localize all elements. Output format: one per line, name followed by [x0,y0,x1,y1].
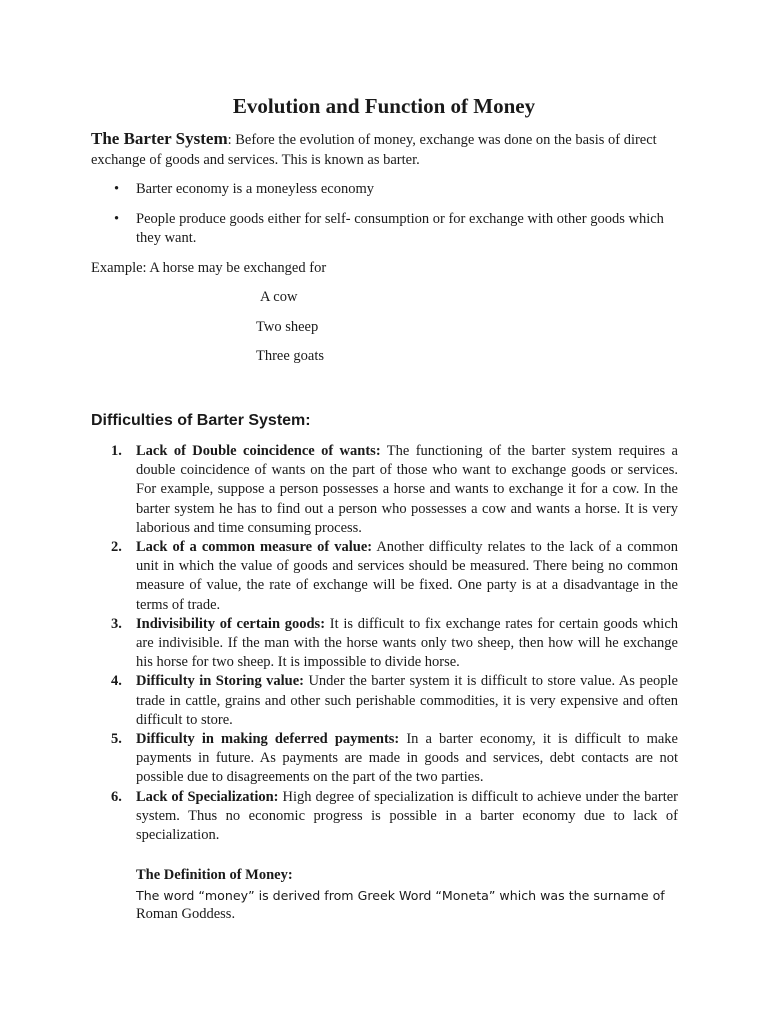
example-item: A cow [260,289,298,305]
definition-section [136,866,676,925]
difficulty-term: Lack of a common measure of value: [136,539,373,556]
barter-system-heading: The Barter System [91,129,228,148]
difficulty-text: Under the barter system it is difficult to store value. As people trade in cattle, grains and other such perishable commodities, it is very expensive and often difficult to store. [136,673,678,728]
definition-text-line-1: The word “money” is derived from Greek Word “Moneta” which was the surname of [136,887,665,903]
difficulty-item [91,538,678,615]
item-number: 1. [111,443,122,459]
item-number: 2. [111,539,122,556]
barter-bullet-list [91,180,681,259]
difficulty-term: Lack of Double coincidence of wants: [136,443,381,459]
barter-intro-text: Before the evolution of money, exchange was done on the basis of direct exchange of goods and services. This is known as barter. [91,132,657,168]
difficulty-term: Difficulty in Storing value: [136,673,304,690]
definition-text-line-2: Roman Goddess. [136,906,236,922]
item-number: 3. [111,615,122,632]
item-number: 6. [111,788,122,805]
bullet-item [91,210,681,249]
difficulty-item [91,615,678,673]
definition-heading: The Definition of Money: [136,867,293,883]
bullet-icon: • [114,210,120,227]
bullet-item [91,180,681,200]
difficulty-text: The functioning of the barter system requires a double coincidence of wants on the part of those who want to exchange goods or services. For example, suppose a person possesses a horse and wants to exchange it for a cow. In the barter system he has to find out a person who possesses a cow and wants a horse. It is very laborious and time consuming process. [136,443,678,536]
bullet-text: Barter economy is a moneyless economy [136,181,374,197]
difficulty-item [91,672,678,730]
difficulty-text: Another difficulty relates to the lack of a common unit in which the value of goods and services should be measured. There being no common measure of value, the rate of exchange will be fixed. One party is at a disadvantage in the terms of trade. [136,539,678,613]
document-title: Evolution and Function of Money [232,94,536,118]
item-number: 4. [111,673,122,690]
barter-heading-colon: : [227,132,232,148]
difficulty-text: It is difficult to fix exchange rates for certain goods which are indivisible. If the man with the horse wants only two sheep, then how will he exchange his horse for two sheep. It is impossible to divide horse. [136,615,679,671]
barter-intro-paragraph [91,129,671,170]
difficulty-term: Difficulty in making deferred payments: [136,731,400,748]
difficulty-item [91,788,678,846]
difficulty-term: Lack of Specialization: [136,788,279,805]
difficulty-term: Indivisibility of certain goods: [136,615,326,632]
difficulty-text: High degree of specialization is difficult to achieve under the barter system. Thus no economic progress is possible in a barter economy due to lack of specialization. [136,788,678,844]
example-label: Example: A horse may be exchanged for [91,260,327,276]
difficulties-list [91,442,678,845]
difficulty-item [91,442,678,538]
difficulty-item [91,730,678,788]
bullet-text: People produce goods either for self- consumption or for exchange with other goods which they want. [136,210,664,246]
difficulty-text: In a barter economy, it is difficult to make payments in future. As payments are made in goods and services, debt contacts are not possible due to disagreements on the part of the two parties. [136,731,678,786]
difficulties-heading: Difficulties of Barter System: [91,412,311,429]
example-items-list [256,288,324,377]
example-item: Two sheep [256,318,319,335]
bullet-icon: • [114,181,120,197]
example-item: Three goats [256,348,325,364]
item-number: 5. [111,731,122,748]
